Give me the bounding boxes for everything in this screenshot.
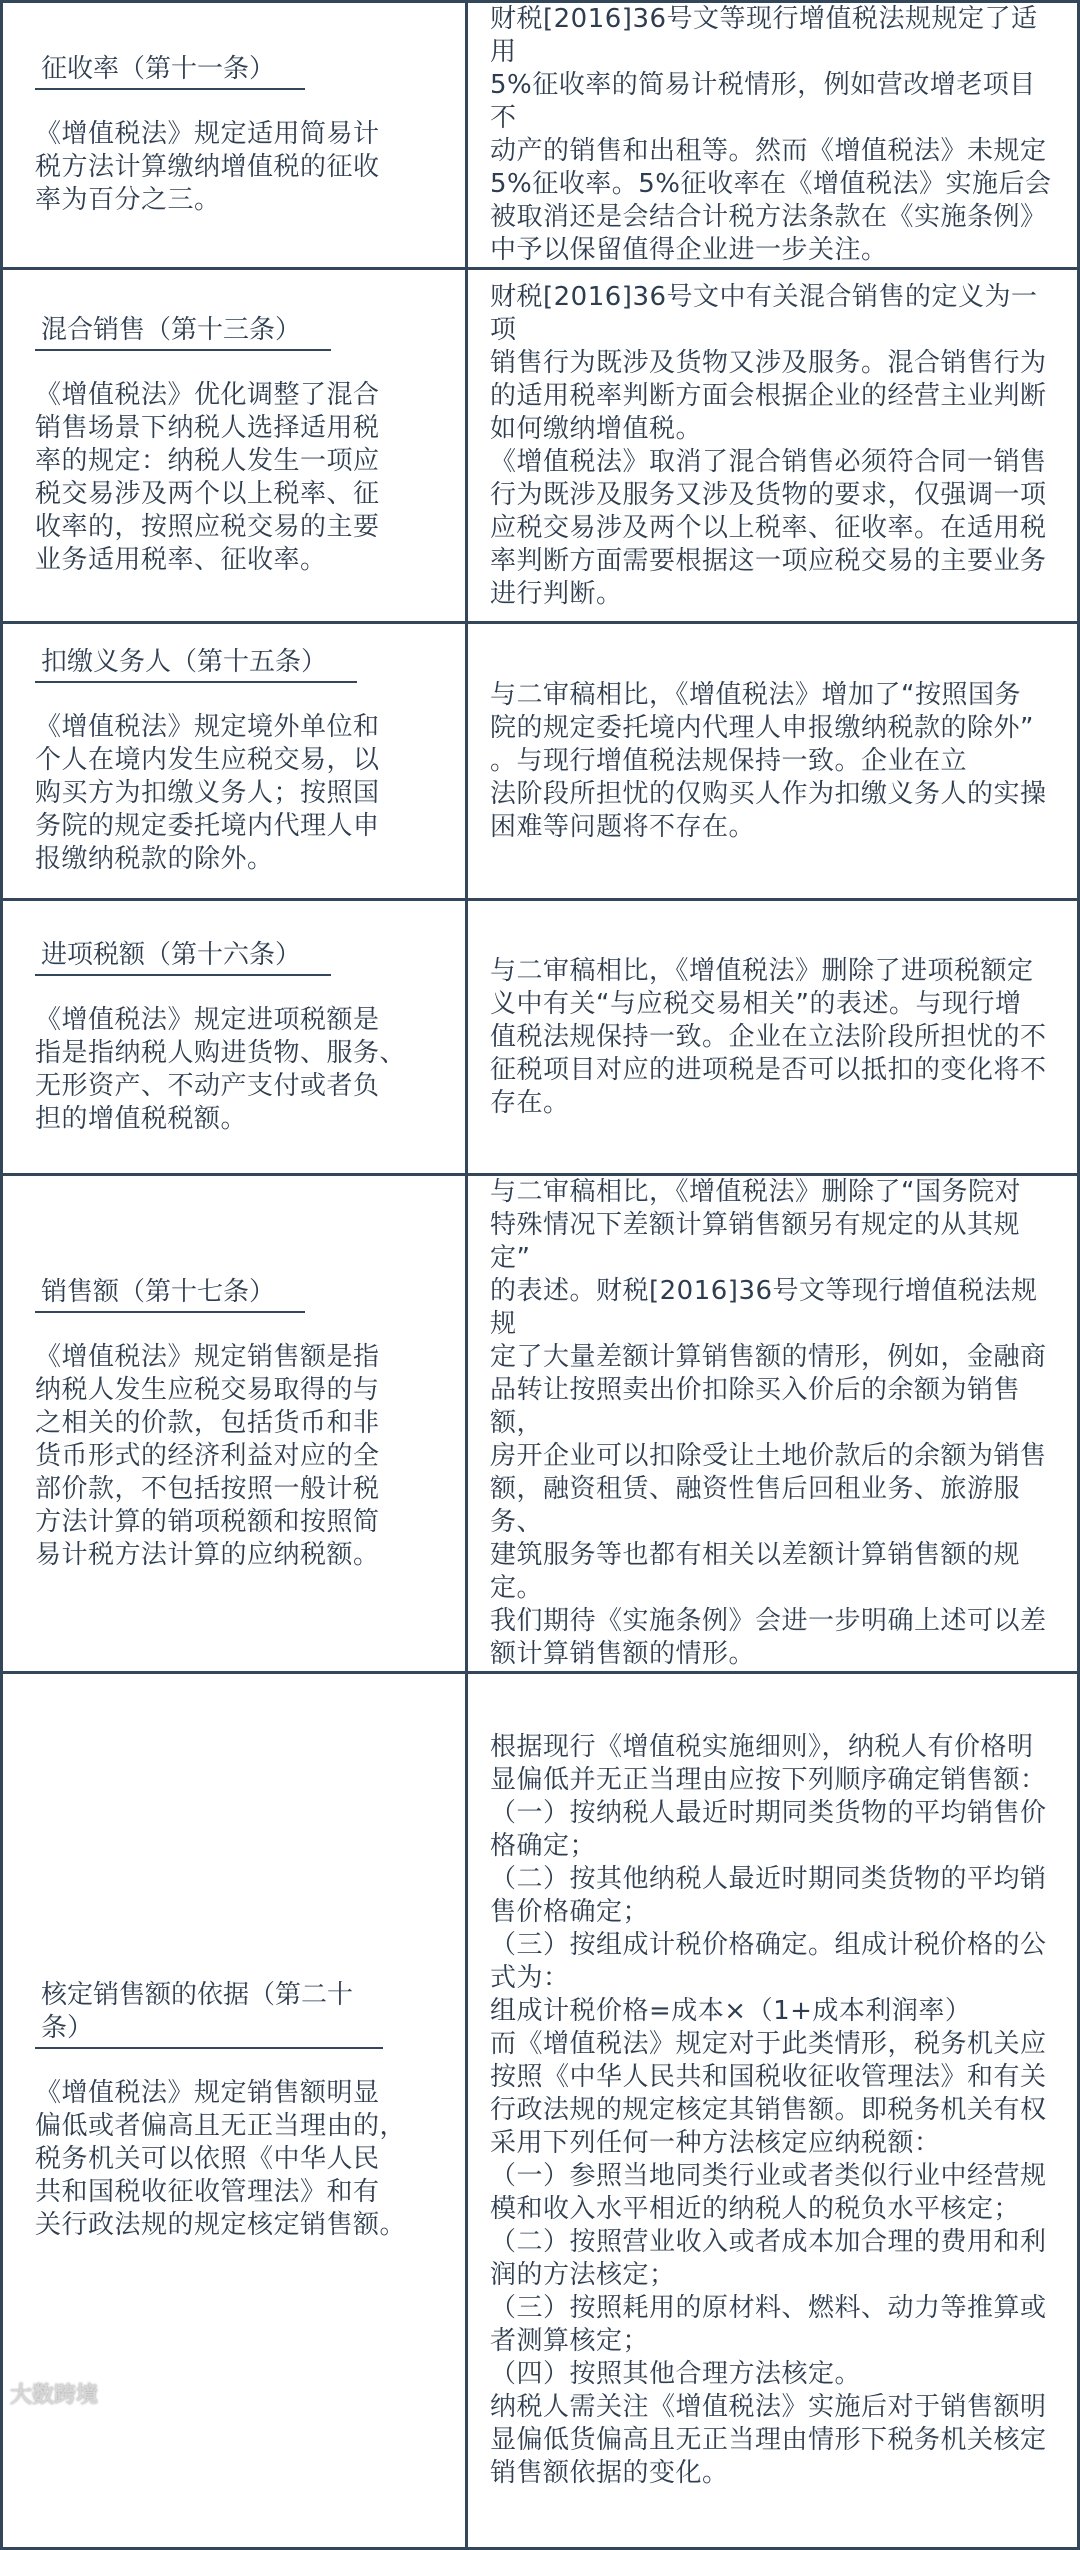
analysis-cell bbox=[467, 1175, 1079, 1673]
table-row bbox=[2, 900, 1079, 1175]
provision-cell bbox=[2, 900, 467, 1175]
analysis-cell bbox=[467, 269, 1079, 623]
table-row bbox=[2, 1673, 1079, 2549]
table-row bbox=[2, 1175, 1079, 1673]
provision-title: 核定销售额的依据（第二十 条） bbox=[35, 1979, 383, 2049]
table-row bbox=[2, 269, 1079, 623]
provision-text: 《增值税法》优化调整了混合 销售场景下纳税人选择适用税 率的规定：纳税人发生一项应 税交易涉及两个以上税率、征 收率的，按照应税交易的主要 业务适用税率、征收率。 bbox=[35, 380, 380, 575]
provision-title: 扣缴义务人（第十五条） bbox=[35, 646, 357, 683]
analysis-cell bbox=[467, 623, 1079, 900]
provision-title: 混合销售（第十三条） bbox=[35, 314, 331, 351]
analysis-cell bbox=[467, 900, 1079, 1175]
analysis-text: 与二审稿相比，《增值税法》删除了进项税额定 义中有关“与应税交易相关”的表述。与现行增 值税法规保持一致。企业在立法阶段所担忧的不 征税项目对应的进项税是否可以抵扣的变化将不 存在。 bbox=[490, 955, 1047, 1118]
provision-title: 征收率（第十一条） bbox=[35, 53, 305, 90]
provision-text: 《增值税法》规定销售额明显 偏低或者偏高且无正当理由的， 税务机关可以依照《中华人民 共和国税收征收管理法》和有 关行政法规的规定核定销售额。 bbox=[35, 2078, 407, 2240]
watermark-logo: 大数跨境 bbox=[10, 2383, 99, 2408]
analysis-text: 财税[2016]36号文中有关混合销售的定义为一项 销售行为既涉及货物又涉及服务。混合销售行为 的适用税率判断方面会根据企业的经营主业判断 如何缴纳增值税。 《增值税法》取消了混合销售必须符合同一销售 行为既涉及服务又涉及货物的要求，仅强调一项 应税交易涉及两个以上税率、征收率。在适用税 率判断方面需要根据这一项应税交易的主要业务 进行判断。 bbox=[490, 281, 1047, 609]
provision-text: 《增值税法》规定适用简易计 税方法计算缴纳增值税的征收 率为百分之三。 bbox=[35, 119, 380, 215]
provision-title: 进项税额（第十六条） bbox=[35, 939, 331, 976]
provision-cell bbox=[2, 2, 467, 269]
provision-text: 《增值税法》规定销售额是指 纳税人发生应税交易取得的与 之相关的价款，包括货币和非 货币形式的经济利益对应的全 部价款，不包括按照一般计税 方法计算的销项税额和按照简 易计税方法计算的应纳税额。 bbox=[35, 1341, 380, 1570]
table-row bbox=[2, 623, 1079, 900]
provision-cell bbox=[2, 1673, 467, 2549]
provision-cell bbox=[2, 1175, 467, 1673]
analysis-cell bbox=[467, 2, 1079, 269]
analysis-text: 根据现行《增值税实施细则》，纳税人有价格明 显偏低并无正当理由应按下列顺序确定销售额： （一）按纳税人最近时期同类货物的平均销售价 格确定； （二）按其他纳税人最近时期同类货物的平均销 售价格确定； （三）按组成计税价格确定。组成计税价格的公 式为： 组成计税价格=成本×（1+成本利润率） 而《增值税法》规定对于此类情形，税务机关应 按照《中华人民共和国税收征收管理法》和有关 行政法规的规定核定其销售额。即税务机关有权 采用下列任何一种方法核定应纳税额： （一）参照当地同类行业或者类似行业中经营规 模和收入水平相近的纳税人的税负水平核定； （二）按照营业收入或者成本加合理的费用和利 润的方法核定； （三）按照耗用的原材料、燃料、动力等推算或 者测算核定； （四）按照其他合理方法核定。 纳税人需关注《增值税法》实施后对于销售额明 显偏低货偏高且无正当理由情形下税务机关核定 销售额依据的变化。 bbox=[490, 1732, 1047, 2488]
provision-cell bbox=[2, 269, 467, 623]
analysis-text: 与二审稿相比，《增值税法》删除了“国务院对 特殊情况下差额计算销售额另有规定的从其规定” 的表述。财税[2016]36号文等现行增值税法规规 定了大量差额计算销售额的情形，例如，金融商 品转让按照卖出价扣除买入价后的余额为销售额， 房开企业可以扣除受让土地价款后的余额为销售 额，融资租赁、融资性售后回租业务、旅游服务、 建筑服务等也都有相关以差额计算销售额的规定。 我们期待《实施条例》会进一步明确上述可以差 额计算销售额的情形。 bbox=[490, 1177, 1047, 1669]
table-row bbox=[2, 2, 1079, 269]
analysis-text: 与二审稿相比，《增值税法》增加了“按照国务 院的规定委托境内代理人申报缴纳税款的除外” 。与现行增值税法规保持一致。企业在立 法阶段所担忧的仅购买人作为扣缴义务人的实操 困难等问题将不存在。 bbox=[490, 679, 1047, 842]
analysis-cell bbox=[467, 1673, 1079, 2549]
provision-cell bbox=[2, 623, 467, 900]
provision-title: 销售额（第十七条） bbox=[35, 1276, 305, 1313]
provision-text: 《增值税法》规定进项税额是 指是指纳税人购进货物、服务、 无形资产、不动产支付或者负 担的增值税税额。 bbox=[35, 1004, 407, 1134]
analysis-text: 财税[2016]36号文等现行增值税法规规定了适用 5%征收率的简易计税情形，例如营改增老项目不 动产的销售和出租等。然而《增值税法》未规定 5%征收率。5%征收率在《增值税法》实施后会 被取消还是会结合计税方法条款在《实施条例》 中予以保留值得企业进一步关注。 bbox=[490, 4, 1052, 265]
provision-text: 《增值税法》规定境外单位和 个人在境内发生应税交易，以 购买方为扣缴义务人；按照国 务院的规定委托境内代理人申 报缴纳税款的除外。 bbox=[35, 712, 380, 874]
